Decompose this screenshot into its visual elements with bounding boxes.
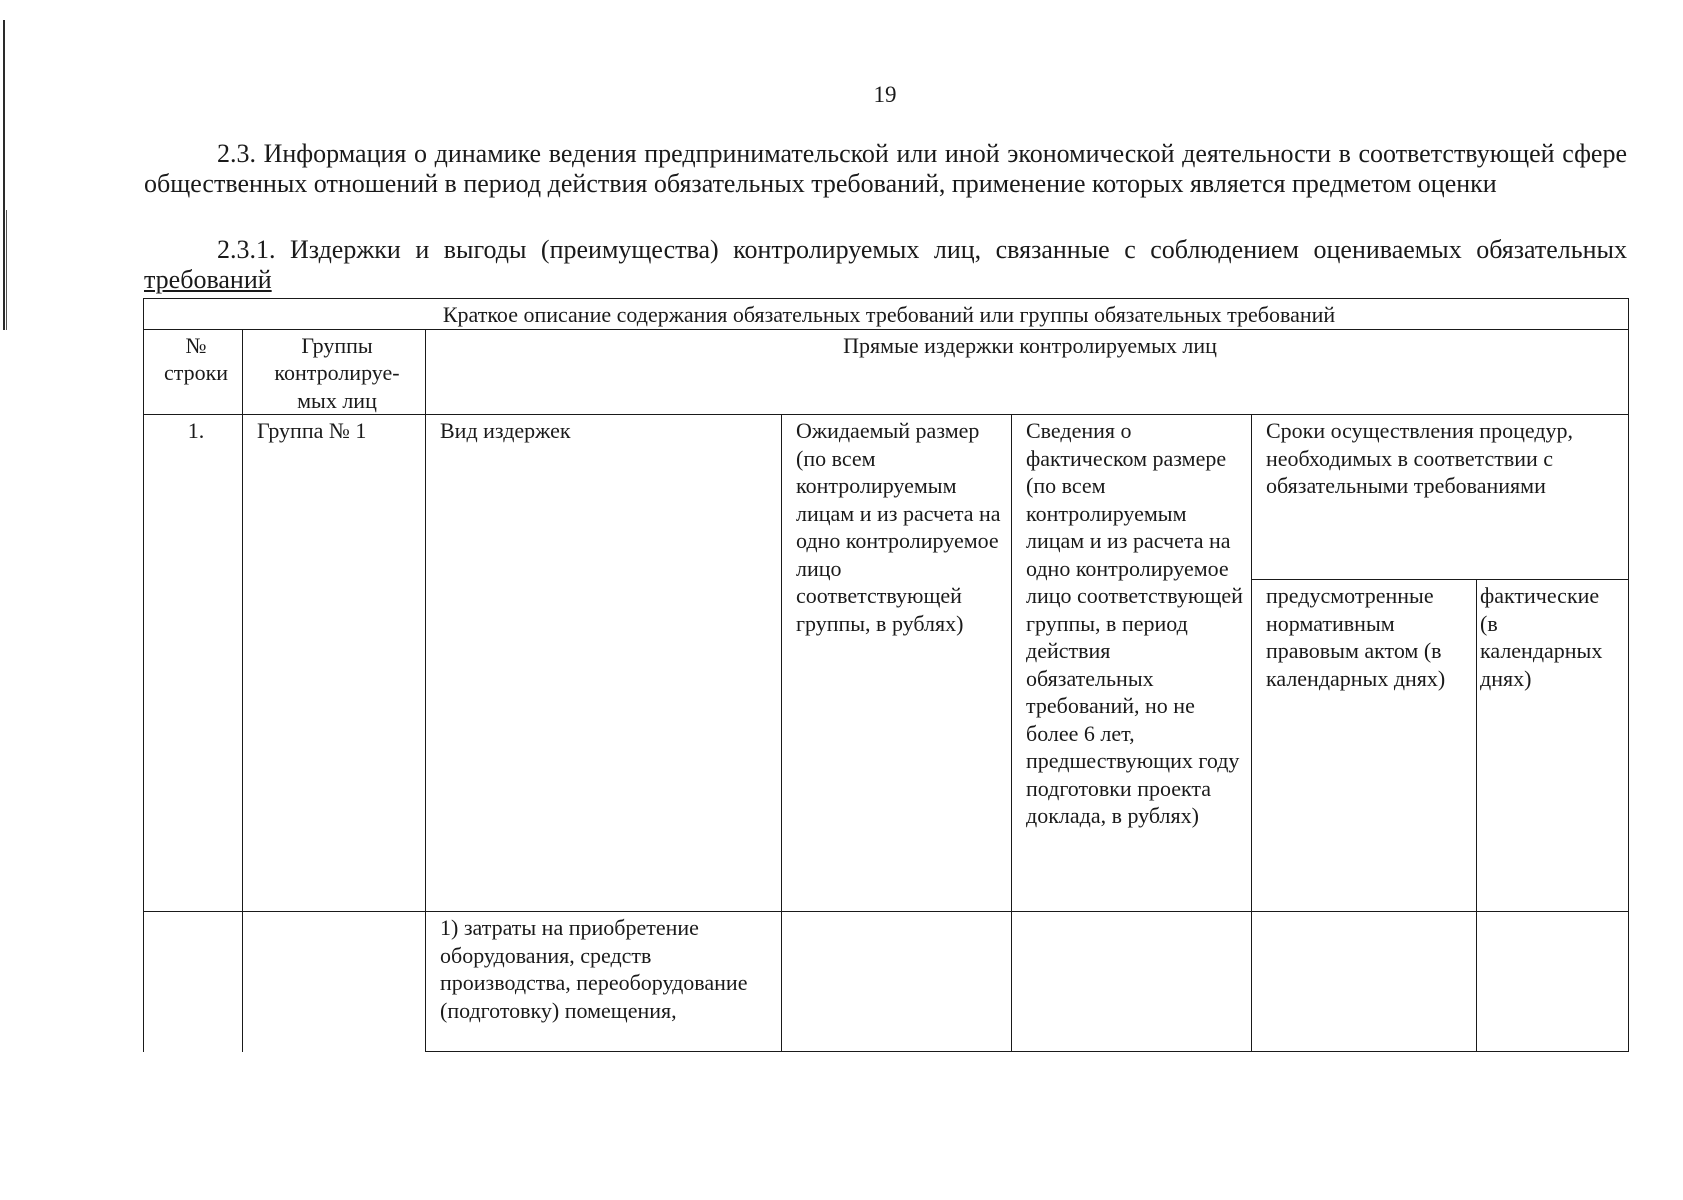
empty-cell <box>1477 912 1629 1052</box>
header-row-number: № строки <box>144 329 243 415</box>
costs-table <box>143 298 1629 1052</box>
deadlines-header: Сроки осуществления процедур, необходимых в соответствии с обязательными требованиями <box>1252 415 1629 580</box>
header-groups: Группы контролируе-мых лиц <box>243 329 426 415</box>
empty-cell <box>243 912 426 1052</box>
scan-margin-line <box>3 20 5 330</box>
deadlines-planned-header: предусмотренные нормативным правовым актом (в календарных днях) <box>1252 580 1477 912</box>
cost-item-1: 1) затраты на приобретение оборудования, средств производства, переоборудование (подготовку) помещения, <box>426 912 782 1052</box>
deadlines-actual-header: фактические (в календарных днях) <box>1477 580 1629 912</box>
empty-cell <box>1252 912 1477 1052</box>
section-2-3-paragraph: 2.3. Информация о динамике ведения предпринимательской или иной экономической деятельности в соответствующей сфере общественных отношений в период действия обязательных требований, применение которых является предметом оценки <box>144 139 1627 198</box>
empty-cell <box>782 912 1012 1052</box>
table-title: Краткое описание содержания обязательных требований или группы обязательных требований <box>144 299 1629 330</box>
empty-cell <box>1012 912 1252 1052</box>
group-name: Группа № 1 <box>243 415 426 912</box>
expected-size-header: Ожидаемый размер (по всем контролируемым лицам и из расчета на одно контролируемое лицо соответствующей группы, в рублях) <box>782 415 1012 912</box>
section-2-3-1-tail: требований <box>144 265 272 294</box>
cost-type-header: Вид издержек <box>426 415 782 912</box>
section-2-3-1-paragraph <box>144 235 1627 295</box>
header-direct-costs: Прямые издержки контролируемых лиц <box>426 329 1629 415</box>
row-number: 1. <box>144 415 243 912</box>
actual-size-header: Сведения о фактическом размере (по всем контролируемым лицам и из расчета на одно контролируемое лицо соответствующей группы, в период действия обязательных требований, но не более 6 лет, предшествующих году подготовки проекта доклада, в рублях) <box>1012 415 1252 912</box>
page-number: 19 <box>873 82 897 107</box>
section-2-3-1-text: 2.3.1. Издержки и выгоды (преимущества) контролируемых лиц, связанные с соблюдением оцениваемых обязательных <box>217 235 1627 264</box>
empty-cell <box>144 912 243 1052</box>
scan-margin-line <box>6 210 7 330</box>
